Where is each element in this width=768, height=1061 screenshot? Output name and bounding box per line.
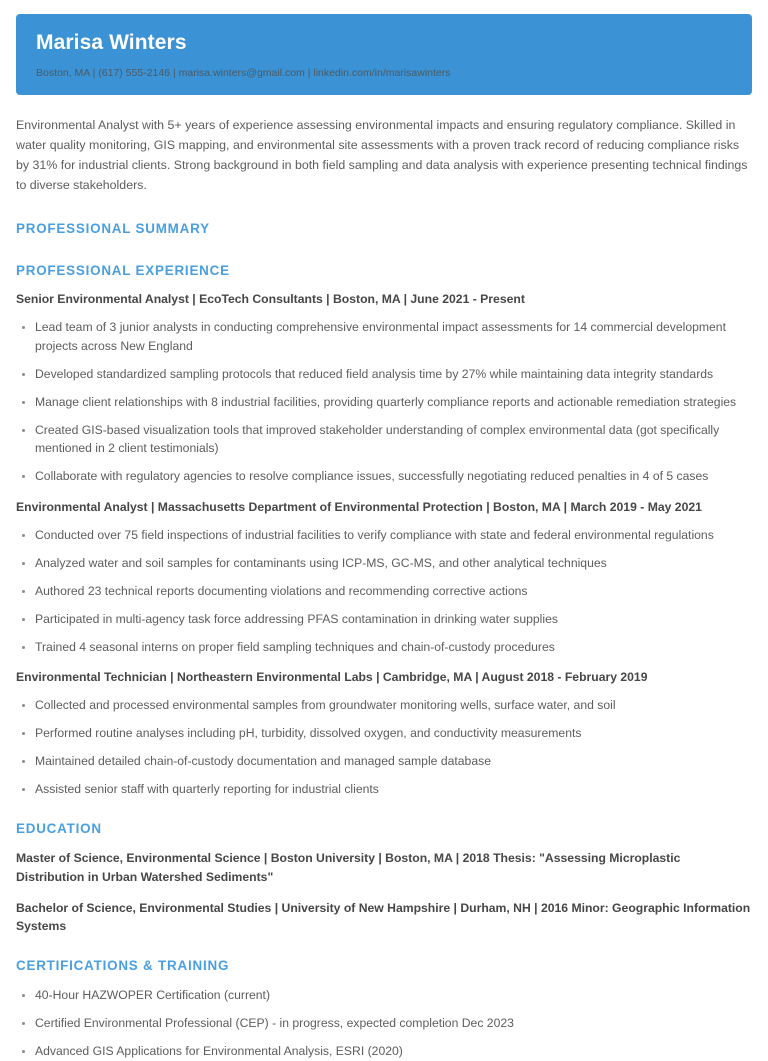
experience-bullet: Maintained detailed chain-of-custody documentation and managed sample database [16, 752, 752, 771]
experience-bullet: Collected and processed environmental samples from groundwater monitoring wells, surface water, and soil [16, 696, 752, 715]
experience-bullet: Collaborate with regulatory agencies to resolve compliance issues, successfully negotiating reduced penalties in 4 of 5 cases [16, 467, 752, 486]
experience-bullet: Performed routine analyses including pH, turbidity, dissolved oxygen, and conductivity measurements [16, 724, 752, 743]
section-professional-summary [16, 221, 752, 236]
section-heading-professional-experience: PROFESSIONAL EXPERIENCE [16, 263, 230, 279]
contact-line: Boston, MA | (617) 555-2146 | marisa.winters@gmail.com | linkedin.com/in/marisawinters [36, 67, 451, 80]
section-certifications [16, 958, 752, 1061]
education-entry: Master of Science, Environmental Science | Boston University | Boston, MA | 2018 Thesis: "Assessing Microplastic Distribution in Urban Watershed Sediments" [16, 850, 681, 884]
section-heading-professional-summary: PROFESSIONAL SUMMARY [16, 221, 210, 237]
experience-bullet-list [16, 696, 752, 799]
experience-entry-list [16, 291, 752, 799]
experience-entry [16, 669, 752, 798]
candidate-name: Marisa Winters [36, 31, 187, 54]
experience-bullet: Analyzed water and soil samples for contaminants using ICP-MS, GC-MS, and other analytical techniques [16, 554, 752, 573]
certification-item: Certified Environmental Professional (CEP) - in progress, expected completion Dec 2023 [16, 1014, 752, 1033]
experience-bullet: Created GIS-based visualization tools that improved stakeholder understanding of complex environmental data (got specifically mentioned in 2 client testimonials) [16, 421, 752, 459]
education-entry-list [16, 849, 752, 937]
section-education [16, 821, 752, 937]
experience-bullet: Assisted senior staff with quarterly reporting for industrial clients [16, 780, 752, 799]
experience-bullet: Trained 4 seasonal interns on proper field sampling techniques and chain-of-custody procedures [16, 638, 752, 657]
experience-bullet: Authored 23 technical reports documenting violations and recommending corrective actions [16, 582, 752, 601]
experience-bullet: Lead team of 3 junior analysts in conducting comprehensive environmental impact assessments for 14 commercial development projects across New England [16, 318, 752, 356]
resume-header-banner [16, 14, 752, 95]
experience-entry-title: Senior Environmental Analyst | EcoTech Consultants | Boston, MA | June 2021 - Present [16, 292, 525, 307]
experience-bullet: Manage client relationships with 8 industrial facilities, providing quarterly compliance reports and actionable remediation strategies [16, 393, 752, 412]
experience-bullet: Developed standardized sampling protocols that reduced field analysis time by 27% while maintaining data integrity standards [16, 365, 752, 384]
certification-list [16, 986, 752, 1061]
section-heading-certifications: CERTIFICATIONS & TRAINING [16, 958, 230, 974]
experience-bullet: Participated in multi-agency task force addressing PFAS contamination in drinking water supplies [16, 610, 752, 629]
certification-item: Advanced GIS Applications for Environmental Analysis, ESRI (2020) [16, 1042, 752, 1061]
experience-entry [16, 291, 752, 486]
education-entry: Bachelor of Science, Environmental Studies | University of New Hampshire | Durham, NH | 2016 Minor: Geographic Information Systems [16, 900, 751, 934]
section-heading-education: EDUCATION [16, 820, 102, 836]
summary-paragraph: Environmental Analyst with 5+ years of experience assessing environmental impacts and ensuring regulatory compliance. Skilled in water quality monitoring, GIS mapping, and environmental site assessments with a proven track record of reducing compliance risks by 31% for industrial clients. Strong background in both field sampling and data analysis with experience presenting technical findings to diverse stakeholders. [16, 117, 748, 193]
experience-bullet-list [16, 318, 752, 486]
experience-entry-title: Environmental Technician | Northeastern Environmental Labs | Cambridge, MA | August 2018 - February 2019 [16, 670, 648, 685]
experience-bullet: Conducted over 75 field inspections of industrial facilities to verify compliance with state and federal environmental regulations [16, 526, 752, 545]
section-professional-experience [16, 263, 752, 799]
experience-entry [16, 499, 752, 656]
certification-item: 40-Hour HAZWOPER Certification (current) [16, 986, 752, 1005]
experience-entry-title: Environmental Analyst | Massachusetts Department of Environmental Protection | Boston, MA | March 2019 - May 2021 [16, 500, 702, 515]
experience-bullet-list [16, 526, 752, 657]
